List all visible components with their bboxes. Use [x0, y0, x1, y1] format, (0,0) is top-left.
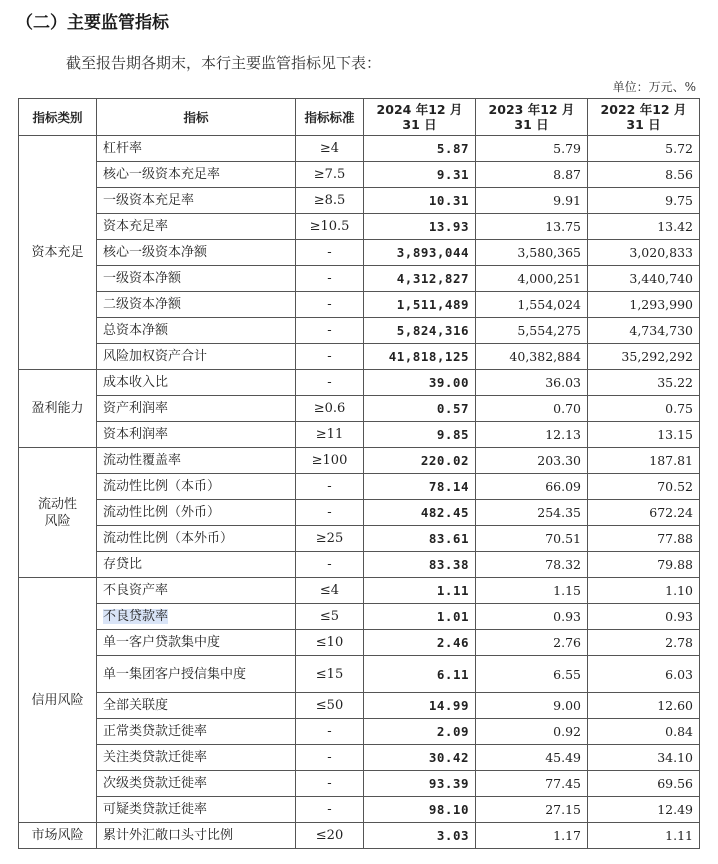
value-2024-cell: 13.93: [364, 214, 476, 240]
value-2022-cell: 13.42: [588, 214, 700, 240]
value-2022-cell: 1.10: [588, 578, 700, 604]
value-2022-cell: 12.49: [588, 797, 700, 823]
table-row: [19, 693, 700, 719]
value-2024-cell: 3.03: [364, 823, 476, 849]
indicator-label: 一级资本净额: [103, 271, 182, 286]
table-row: [19, 474, 700, 500]
indicator-label: 成本收入比: [103, 375, 169, 390]
indicator-cell: [97, 292, 296, 318]
value-2022-cell: 77.88: [588, 526, 700, 552]
indicator-cell: [97, 266, 296, 292]
table-row: [19, 630, 700, 656]
indicator-label: 全部关联度: [103, 698, 169, 713]
header-indicator: 指标: [97, 99, 296, 136]
standard-cell: ≤10: [296, 630, 364, 656]
indicator-cell: [97, 474, 296, 500]
value-2023-cell: 254.35: [476, 500, 588, 526]
indicator-cell: [97, 188, 296, 214]
indicator-label: 杠杆率: [103, 141, 143, 156]
value-2024-cell: 3,893,044: [364, 240, 476, 266]
indicator-label: 流动性比例（本外币）: [103, 531, 234, 546]
value-2022-cell: 2.78: [588, 630, 700, 656]
table-row: [19, 656, 700, 693]
indicator-cell: [97, 344, 296, 370]
value-2023-cell: 5.79: [476, 136, 588, 162]
value-2023-cell: 12.13: [476, 422, 588, 448]
value-2024-cell: 482.45: [364, 500, 476, 526]
indicator-label: 核心一级资本净额: [103, 245, 208, 260]
indicator-label: 风险加权资产合计: [103, 349, 208, 364]
value-2022-cell: 8.56: [588, 162, 700, 188]
value-2024-cell: 2.09: [364, 719, 476, 745]
value-2022-cell: 1.11: [588, 823, 700, 849]
indicator-label: 总资本净额: [103, 323, 169, 338]
standard-cell: ≥10.5: [296, 214, 364, 240]
value-2022-cell: 0.84: [588, 719, 700, 745]
table-row: [19, 266, 700, 292]
indicator-cell: [97, 656, 296, 693]
table-row: [19, 719, 700, 745]
value-2022-cell: 3,020,833: [588, 240, 700, 266]
category-cell: 盈利能力: [19, 370, 97, 448]
standard-cell: ≥8.5: [296, 188, 364, 214]
value-2024-cell: 83.38: [364, 552, 476, 578]
value-2024-cell: 1,511,489: [364, 292, 476, 318]
value-2023-cell: 0.93: [476, 604, 588, 630]
indicator-label: 资本充足率: [103, 219, 169, 234]
value-2023-cell: 4,000,251: [476, 266, 588, 292]
value-2024-cell: 14.99: [364, 693, 476, 719]
value-2024-cell: 9.31: [364, 162, 476, 188]
value-2023-cell: 1.17: [476, 823, 588, 849]
standard-cell: ≤15: [296, 656, 364, 693]
indicator-cell: [97, 240, 296, 266]
unit-note: 单位：万元、%: [612, 80, 696, 94]
category-cell: 流动性 风险: [19, 448, 97, 578]
standard-cell: ≤5: [296, 604, 364, 630]
table-row: [19, 552, 700, 578]
indicator-cell: [97, 500, 296, 526]
indicator-label: 二级资本净额: [103, 297, 182, 312]
table-row: [19, 370, 700, 396]
indicator-cell: [97, 797, 296, 823]
value-2023-cell: 6.55: [476, 656, 588, 693]
table-row: [19, 500, 700, 526]
table-row: [19, 771, 700, 797]
value-2023-cell: 77.45: [476, 771, 588, 797]
value-2024-cell: 78.14: [364, 474, 476, 500]
value-2024-cell: 220.02: [364, 448, 476, 474]
standard-cell: ≥4: [296, 136, 364, 162]
standard-cell: -: [296, 318, 364, 344]
indicator-label: 可疑类贷款迁徙率: [103, 802, 208, 817]
standard-cell: -: [296, 719, 364, 745]
value-2023-cell: 27.15: [476, 797, 588, 823]
table-row: [19, 823, 700, 849]
indicator-label: 单一客户贷款集中度: [103, 635, 221, 650]
table-row: [19, 318, 700, 344]
standard-cell: ≥7.5: [296, 162, 364, 188]
standard-cell: ≥11: [296, 422, 364, 448]
value-2022-cell: 12.60: [588, 693, 700, 719]
value-2023-cell: 0.70: [476, 396, 588, 422]
indicator-cell: [97, 396, 296, 422]
indicator-label: 次级类贷款迁徙率: [103, 776, 208, 791]
value-2022-cell: 5.72: [588, 136, 700, 162]
standard-cell: -: [296, 771, 364, 797]
value-2023-cell: 203.30: [476, 448, 588, 474]
standard-cell: -: [296, 797, 364, 823]
regulatory-indicators-table: [18, 98, 700, 849]
category-cell: 信用风险: [19, 578, 97, 823]
standard-cell: -: [296, 266, 364, 292]
table-row: [19, 526, 700, 552]
standard-cell: ≥100: [296, 448, 364, 474]
header-2024: 2024 年12 月 31 日: [364, 99, 476, 136]
table-row: [19, 448, 700, 474]
standard-cell: -: [296, 474, 364, 500]
value-2024-cell: 2.46: [364, 630, 476, 656]
table-row: [19, 604, 700, 630]
table-row: [19, 136, 700, 162]
table-header-row: [19, 99, 700, 136]
indicator-label: 不良资产率: [103, 583, 169, 598]
value-2022-cell: 4,734,730: [588, 318, 700, 344]
indicator-cell: [97, 422, 296, 448]
value-2023-cell: 66.09: [476, 474, 588, 500]
table-row: [19, 745, 700, 771]
value-2024-cell: 39.00: [364, 370, 476, 396]
value-2023-cell: 36.03: [476, 370, 588, 396]
value-2023-cell: 2.76: [476, 630, 588, 656]
indicator-cell: [97, 693, 296, 719]
value-2022-cell: 9.75: [588, 188, 700, 214]
value-2024-cell: 10.31: [364, 188, 476, 214]
indicator-label: 累计外汇敞口头寸比例: [103, 828, 234, 843]
table-row: [19, 292, 700, 318]
value-2022-cell: 672.24: [588, 500, 700, 526]
section-heading: （二）主要监管指标: [16, 13, 169, 33]
value-2024-cell: 5,824,316: [364, 318, 476, 344]
standard-cell: -: [296, 240, 364, 266]
value-2023-cell: 3,580,365: [476, 240, 588, 266]
indicator-cell: [97, 448, 296, 474]
standard-cell: -: [296, 500, 364, 526]
indicator-label: 流动性比例（外币）: [103, 505, 221, 520]
value-2022-cell: 34.10: [588, 745, 700, 771]
value-2022-cell: 1,293,990: [588, 292, 700, 318]
standard-cell: -: [296, 745, 364, 771]
standard-cell: -: [296, 370, 364, 396]
value-2024-cell: 4,312,827: [364, 266, 476, 292]
value-2023-cell: 1.15: [476, 578, 588, 604]
indicator-label: 存贷比: [103, 557, 143, 572]
table-row: [19, 422, 700, 448]
value-2023-cell: 70.51: [476, 526, 588, 552]
standard-cell: -: [296, 344, 364, 370]
intro-text: 截至报告期各期末，本行主要监管指标见下表：: [66, 54, 382, 72]
value-2022-cell: 35.22: [588, 370, 700, 396]
value-2023-cell: 1,554,024: [476, 292, 588, 318]
header-category: 指标类别: [19, 99, 97, 136]
table-row: [19, 162, 700, 188]
value-2022-cell: 0.75: [588, 396, 700, 422]
value-2022-cell: 6.03: [588, 656, 700, 693]
indicator-label: 资本利润率: [103, 427, 169, 442]
value-2024-cell: 5.87: [364, 136, 476, 162]
value-2023-cell: 78.32: [476, 552, 588, 578]
table-row: [19, 396, 700, 422]
standard-cell: ≥0.6: [296, 396, 364, 422]
indicator-cell: [97, 162, 296, 188]
value-2023-cell: 0.92: [476, 719, 588, 745]
value-2022-cell: 0.93: [588, 604, 700, 630]
standard-cell: ≤4: [296, 578, 364, 604]
value-2023-cell: 8.87: [476, 162, 588, 188]
value-2023-cell: 45.49: [476, 745, 588, 771]
value-2023-cell: 13.75: [476, 214, 588, 240]
value-2024-cell: 1.01: [364, 604, 476, 630]
value-2022-cell: 70.52: [588, 474, 700, 500]
table-row: [19, 578, 700, 604]
value-2024-cell: 1.11: [364, 578, 476, 604]
header-2022: 2022 年12 月 31 日: [588, 99, 700, 136]
indicator-label: 关注类贷款迁徙率: [103, 750, 208, 765]
indicator-cell: [97, 370, 296, 396]
value-2024-cell: 9.85: [364, 422, 476, 448]
header-standard: 指标标准: [296, 99, 364, 136]
standard-cell: ≤20: [296, 823, 364, 849]
indicator-cell: [97, 771, 296, 797]
indicator-label: 资产利润率: [103, 401, 169, 416]
indicator-cell: [97, 578, 296, 604]
indicator-cell: [97, 719, 296, 745]
table-row: [19, 214, 700, 240]
value-2022-cell: 35,292,292: [588, 344, 700, 370]
value-2024-cell: 93.39: [364, 771, 476, 797]
indicator-cell: [97, 630, 296, 656]
standard-cell: ≤50: [296, 693, 364, 719]
category-cell: 资本充足: [19, 136, 97, 370]
value-2022-cell: 13.15: [588, 422, 700, 448]
indicator-label: 流动性覆盖率: [103, 453, 182, 468]
indicator-cell: [97, 552, 296, 578]
indicator-cell: [97, 604, 296, 630]
table-row: [19, 344, 700, 370]
value-2023-cell: 5,554,275: [476, 318, 588, 344]
value-2023-cell: 9.00: [476, 693, 588, 719]
value-2023-cell: 9.91: [476, 188, 588, 214]
indicator-cell: [97, 823, 296, 849]
value-2024-cell: 41,818,125: [364, 344, 476, 370]
value-2024-cell: 83.61: [364, 526, 476, 552]
indicator-label: 正常类贷款迁徙率: [103, 724, 208, 739]
table-row: [19, 188, 700, 214]
value-2023-cell: 40,382,884: [476, 344, 588, 370]
indicator-label: 不良贷款率: [103, 609, 169, 624]
value-2024-cell: 6.11: [364, 656, 476, 693]
value-2024-cell: 0.57: [364, 396, 476, 422]
table-row: [19, 797, 700, 823]
indicator-label: 一级资本充足率: [103, 193, 195, 208]
header-2023: 2023 年12 月 31 日: [476, 99, 588, 136]
standard-cell: ≥25: [296, 526, 364, 552]
indicator-cell: [97, 526, 296, 552]
value-2022-cell: 79.88: [588, 552, 700, 578]
value-2022-cell: 69.56: [588, 771, 700, 797]
indicator-label: 核心一级资本充足率: [103, 167, 221, 182]
standard-cell: -: [296, 552, 364, 578]
indicator-cell: [97, 136, 296, 162]
table-row: [19, 240, 700, 266]
value-2024-cell: 30.42: [364, 745, 476, 771]
indicator-label: 流动性比例（本币）: [103, 479, 221, 494]
value-2022-cell: 3,440,740: [588, 266, 700, 292]
value-2024-cell: 98.10: [364, 797, 476, 823]
indicator-cell: [97, 214, 296, 240]
indicator-cell: [97, 745, 296, 771]
indicator-cell: [97, 318, 296, 344]
value-2022-cell: 187.81: [588, 448, 700, 474]
category-cell: 市场风险: [19, 823, 97, 849]
standard-cell: -: [296, 292, 364, 318]
indicator-label: 单一集团客户授信集中度: [103, 666, 247, 682]
